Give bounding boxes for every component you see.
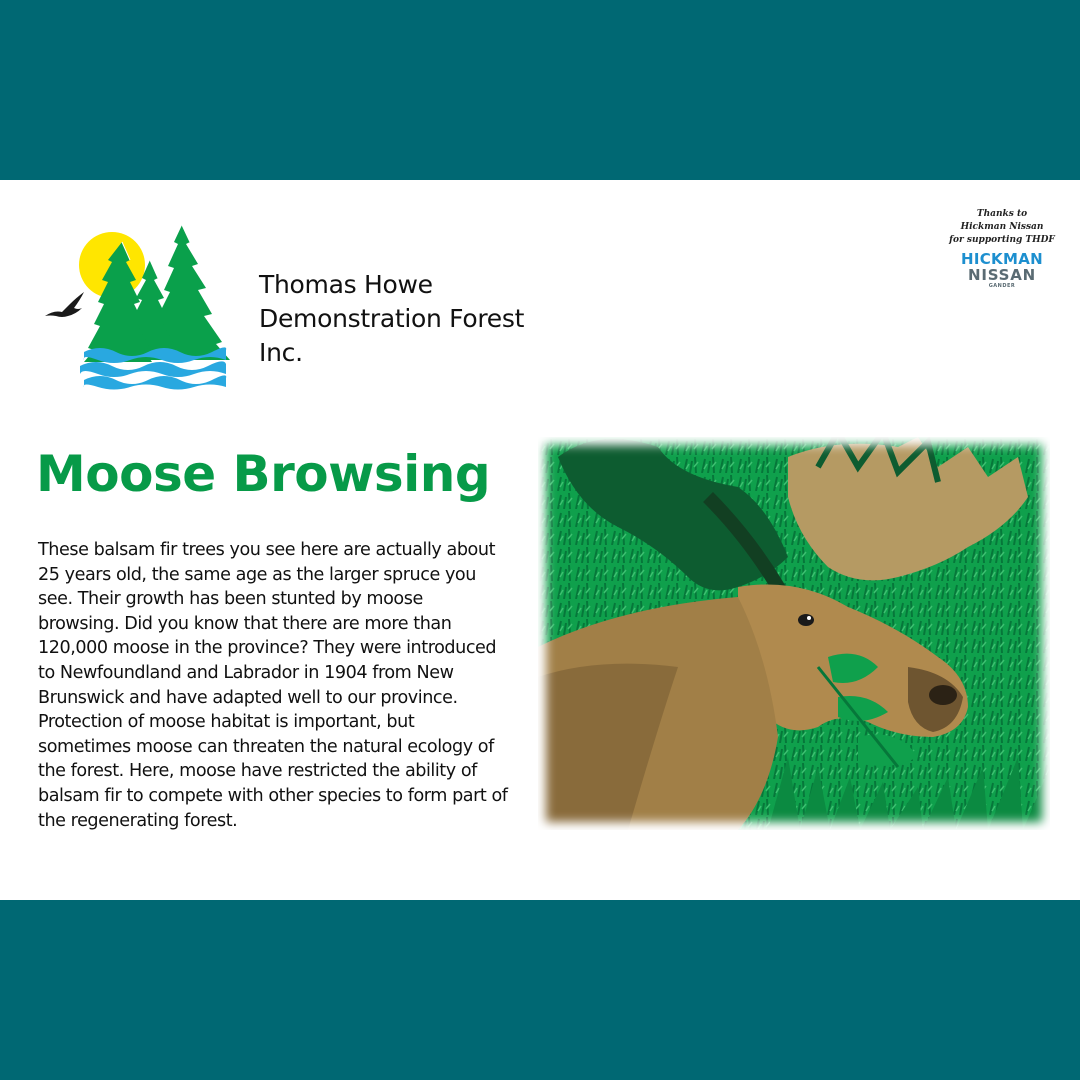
forest-sun-water-logo-icon <box>40 220 230 390</box>
sponsor-line1: Thanks to <box>976 209 1028 219</box>
bottom-band <box>0 900 1080 1080</box>
sponsor-logo-hickman: HICKMAN <box>961 250 1043 268</box>
organization-name <box>259 268 579 370</box>
sponsor-logo-gander: GANDER <box>988 283 1016 289</box>
org-name-line3: Inc. <box>259 338 303 367</box>
moose-photo-illustration <box>538 437 1050 830</box>
sponsor-thanks-text <box>944 208 1060 247</box>
sponsor-line3: for supporting THDF <box>949 235 1055 245</box>
top-band <box>0 0 1080 180</box>
sponsor-line2: Hickman Nissan <box>960 222 1044 232</box>
sign-panel <box>0 180 1080 900</box>
sign-title: Moose Browsing <box>36 445 491 503</box>
sponsor-logo-nissan: NISSAN <box>967 266 1037 284</box>
sign-body-text: These balsam fir trees you see here are actually about 25 years old, the same age as the larger spruce you see. Their growth has been stunted by moose browsing. Did you know that there are more than 120,000 moose in the province? They were introduced to Newfoundland and Labrador in 1904 from New Brunswick and have adapted well to our province. Protection of moose habitat is important, but sometimes moose can threaten the natural ecology of the forest. Here, moose have restricted the ability of balsam fir to compete with other species to form part of the regenerating forest. <box>38 540 508 831</box>
org-name-line2: Demonstration Forest <box>259 304 525 333</box>
org-name-line1: Thomas Howe <box>259 270 433 299</box>
sponsor-credit <box>944 208 1060 290</box>
